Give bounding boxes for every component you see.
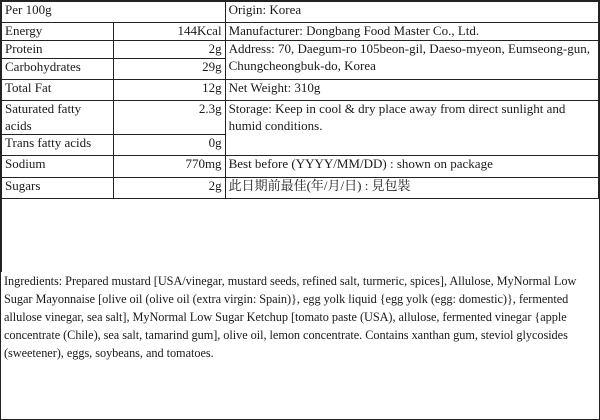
table-row	[2, 178, 599, 199]
nutrient-value-total-fat: 12g	[113, 80, 225, 101]
nutrient-label-protein: Protein	[2, 41, 114, 59]
nutrient-label-saturated-fat: Saturated fatty acids	[2, 101, 114, 135]
table-row	[2, 80, 599, 101]
manufacturer-text: Manufacturer: Dongbang Food Master Co., Ltd.	[225, 23, 598, 41]
nutrient-value-carbohydrates: 29g	[113, 59, 225, 80]
nutrient-value-saturated-fat: 2.3g	[113, 101, 225, 135]
storage-text: Storage: Keep in cool & dry place away from direct sunlight and humid conditions.	[225, 101, 598, 156]
nutrient-value-protein: 2g	[113, 41, 225, 59]
nutrition-table	[1, 1, 599, 199]
per-100g-header: Per 100g	[2, 2, 226, 23]
nutrient-value-sodium: 770mg	[113, 156, 225, 178]
blank-space	[1, 199, 599, 272]
origin-text: Origin: Korea	[225, 2, 598, 23]
nutrient-value-sugars: 2g	[113, 178, 225, 199]
table-row	[2, 41, 599, 59]
nutrient-value-energy: 144Kcal	[113, 23, 225, 41]
address-text: Address: 70, Daegum-ro 105beon-gil, Daeso-myeon, Eumseong-gun, Chungcheongbuk-do, Korea	[225, 41, 598, 80]
nutrient-label-energy: Energy	[2, 23, 114, 41]
best-before-zh-text: 此日期前最佳(年/月/日) : 見包裝	[225, 178, 598, 199]
nutrient-label-sugars: Sugars	[2, 178, 114, 199]
nutrient-label-sodium: Sodium	[2, 156, 114, 178]
table-row	[2, 23, 599, 41]
nutrient-value-trans-fat: 0g	[113, 135, 225, 156]
ingredients-text: Ingredients: Prepared mustard [USA/vinegar, mustard seeds, refined salt, turmeric, spices], Allulose, MyNormal Low Sugar Mayonnaise [olive oil (olive oil (extra virgin: Spain)}, egg yolk liquid {egg yolk (egg: domestic)}, fermented allulose vinegar, sea salt], MyNormal Low Sugar Ketchup [tomato paste (USA), allulose, fermented vinegar {apple concentrate (Chile), sea salt, tamarind gum], olive oil, lemon concentrate. Contains xanthan gum, steviol glycosides (sweetener), eggs, soybeans, and tomatoes.	[4, 274, 577, 360]
table-row	[2, 2, 599, 23]
nutrient-label-trans-fat: Trans fatty acids	[2, 135, 114, 156]
net-weight-text: Net Weight: 310g	[225, 80, 598, 101]
table-row	[2, 101, 599, 135]
nutrient-label-carbohydrates: Carbohydrates	[2, 59, 114, 80]
nutrient-label-total-fat: Total Fat	[2, 80, 114, 101]
table-row	[2, 156, 599, 178]
best-before-text: Best before (YYYY/MM/DD) : shown on package	[225, 156, 598, 178]
